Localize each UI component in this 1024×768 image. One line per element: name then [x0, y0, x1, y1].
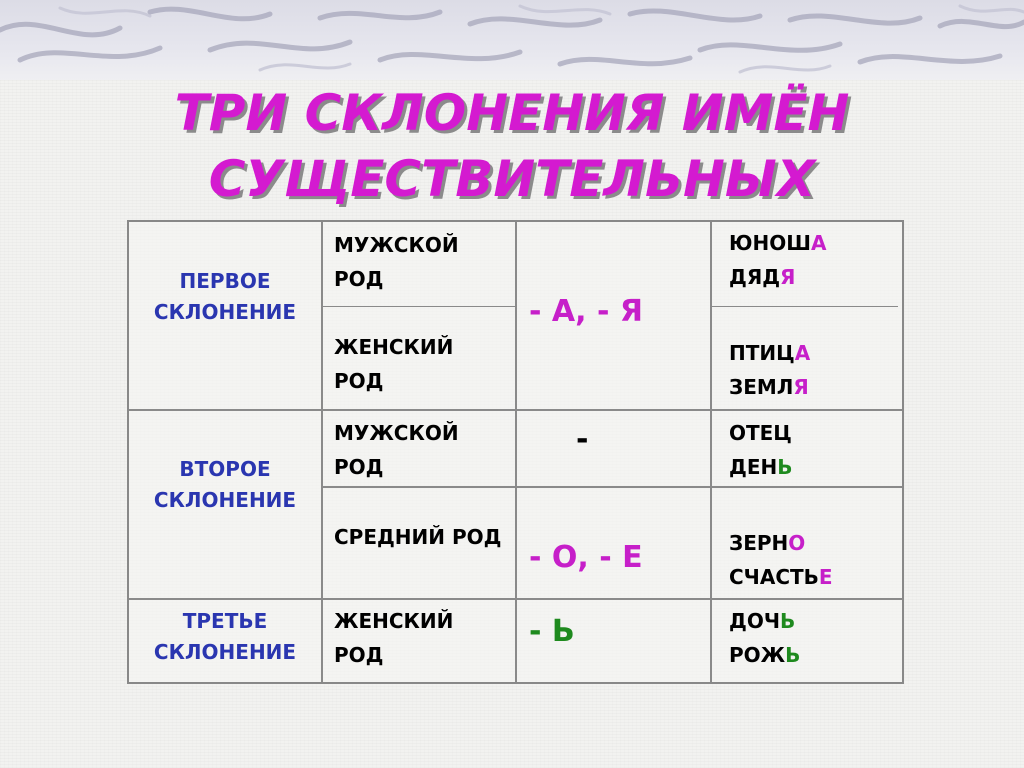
- second-examples-masculine: [729, 416, 792, 484]
- table-subdivider: [712, 306, 898, 307]
- third-feminine-gender: ЖЕНСКИЙ РОД: [334, 609, 454, 667]
- table-divider: [710, 222, 712, 682]
- example-word: ДЕНЬ: [729, 455, 793, 479]
- example-word: ДЯДЯ: [729, 265, 796, 289]
- example-word: ЗЕРНО: [729, 531, 806, 555]
- table-subdivider: [323, 306, 515, 307]
- wavy-brush-strokes-decoration: [0, 0, 1024, 80]
- first-ending: - А, - Я: [529, 294, 643, 329]
- decorative-header-band: [0, 0, 1024, 80]
- first-examples-masculine: [729, 226, 826, 294]
- example-word: ОТЕЦ: [729, 421, 792, 445]
- second-masculine-gender: МУЖСКОЙ РОД: [334, 421, 459, 479]
- second-neuter-gender: СРЕДНИЙ РОД: [334, 525, 502, 549]
- first-declension-label: ПЕРВОЕ СКЛОНЕНИЕ: [153, 269, 297, 324]
- second-neuter-ending: - О, - Е: [529, 540, 643, 575]
- first-feminine-gender: ЖЕНСКИЙ РОД: [334, 335, 454, 393]
- page-title-line-2: СУЩЕСТВИТЕЛЬНЫХ: [208, 150, 816, 208]
- example-word: ЮНОША: [729, 231, 827, 255]
- example-word: РОЖЬ: [729, 643, 801, 667]
- third-ending: - Ь: [529, 614, 575, 649]
- example-word: СЧАСТЬЕ: [729, 565, 833, 589]
- table-divider: [129, 598, 902, 600]
- table-divider: [321, 222, 323, 682]
- example-word: ДОЧЬ: [729, 609, 796, 633]
- example-word: ПТИЦА: [729, 341, 811, 365]
- third-declension-label: ТРЕТЬЕ СКЛОНЕНИЕ: [153, 609, 297, 664]
- page-title-line-1: ТРИ СКЛОНЕНИЯ ИМЁН: [174, 84, 850, 142]
- table-divider: [323, 486, 902, 488]
- first-examples-feminine: [729, 336, 810, 404]
- third-examples: [729, 604, 800, 672]
- table-divider: [129, 409, 902, 411]
- first-masculine-gender: МУЖСКОЙ РОД: [334, 233, 459, 291]
- example-word: ЗЕМЛЯ: [729, 375, 809, 399]
- second-masculine-ending: -: [576, 422, 589, 457]
- table-divider: [515, 222, 517, 682]
- second-declension-label: ВТОРОЕ СКЛОНЕНИЕ: [153, 457, 297, 512]
- second-examples-neuter: [729, 526, 833, 594]
- declension-table: [127, 220, 904, 684]
